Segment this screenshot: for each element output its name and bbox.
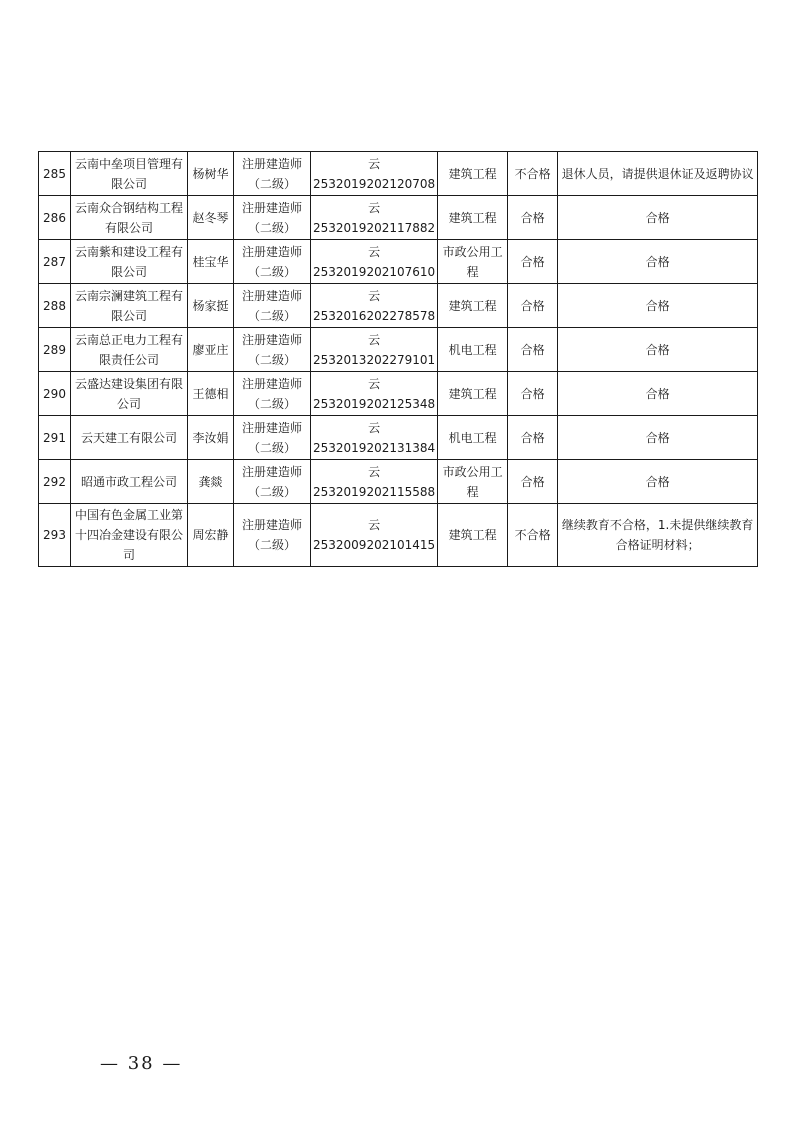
row-number: 289: [39, 328, 71, 372]
review-result: 不合格: [508, 152, 558, 196]
specialty: 机电工程: [438, 416, 508, 460]
specialty: 建筑工程: [438, 504, 508, 567]
certificate-type: 注册建造师（二级）: [234, 328, 311, 372]
review-result: 合格: [508, 372, 558, 416]
table-row: [39, 504, 758, 567]
review-result: 合格: [508, 460, 558, 504]
person-name: 廖亚庄: [188, 328, 234, 372]
company-name: 云盛达建设集团有限公司: [71, 372, 188, 416]
row-number: 292: [39, 460, 71, 504]
table-row: [39, 240, 758, 284]
company-name: 云南宗澜建筑工程有限公司: [71, 284, 188, 328]
company-name: 云天建工有限公司: [71, 416, 188, 460]
certificate-number: 云 2532019202117882: [311, 196, 438, 240]
company-name: 昭通市政工程公司: [71, 460, 188, 504]
person-name: 周宏静: [188, 504, 234, 567]
certificate-number: 云 2532013202279101: [311, 328, 438, 372]
certificate-type: 注册建造师（二级）: [234, 196, 311, 240]
remark: 退休人员，请提供退休证及返聘协议: [558, 152, 758, 196]
person-name: 赵冬琴: [188, 196, 234, 240]
person-name: 王德相: [188, 372, 234, 416]
person-name: 龚燚: [188, 460, 234, 504]
row-number: 287: [39, 240, 71, 284]
table-row: [39, 196, 758, 240]
remark: 合格: [558, 372, 758, 416]
company-name: 云南中垒项目管理有限公司: [71, 152, 188, 196]
person-name: 李汝娟: [188, 416, 234, 460]
certificate-type: 注册建造师（二级）: [234, 240, 311, 284]
certificate-number: 云 2532016202278578: [311, 284, 438, 328]
page-number: — 38 —: [100, 1053, 183, 1074]
remark: 合格: [558, 284, 758, 328]
company-name: 云南紫和建设工程有限公司: [71, 240, 188, 284]
certificate-number: 云 2532019202115588: [311, 460, 438, 504]
row-number: 285: [39, 152, 71, 196]
certificate-type: 注册建造师（二级）: [234, 460, 311, 504]
company-name: 中国有色金属工业第十四冶金建设有限公司: [71, 504, 188, 567]
specialty: 机电工程: [438, 328, 508, 372]
certificate-type: 注册建造师（二级）: [234, 284, 311, 328]
certificate-number: 云 2532009202101415: [311, 504, 438, 567]
table-row: [39, 460, 758, 504]
remark: 继续教育不合格，1.未提供继续教育合格证明材料；: [558, 504, 758, 567]
records-table: [38, 151, 758, 567]
records-table-body: [39, 152, 758, 567]
table-row: [39, 372, 758, 416]
specialty: 建筑工程: [438, 196, 508, 240]
remark: 合格: [558, 328, 758, 372]
row-number: 288: [39, 284, 71, 328]
certificate-type: 注册建造师（二级）: [234, 416, 311, 460]
review-result: 不合格: [508, 504, 558, 567]
certificate-type: 注册建造师（二级）: [234, 372, 311, 416]
remark: 合格: [558, 416, 758, 460]
table-row: [39, 284, 758, 328]
table-row: [39, 152, 758, 196]
review-result: 合格: [508, 328, 558, 372]
table-row: [39, 328, 758, 372]
certificate-type: 注册建造师（二级）: [234, 504, 311, 567]
certificate-number: 云 2532019202120708: [311, 152, 438, 196]
specialty: 市政公用工程: [438, 240, 508, 284]
remark: 合格: [558, 240, 758, 284]
specialty: 市政公用工程: [438, 460, 508, 504]
review-result: 合格: [508, 240, 558, 284]
row-number: 293: [39, 504, 71, 567]
row-number: 290: [39, 372, 71, 416]
specialty: 建筑工程: [438, 152, 508, 196]
remark: 合格: [558, 196, 758, 240]
remark: 合格: [558, 460, 758, 504]
certificate-number: 云 2532019202125348: [311, 372, 438, 416]
certificate-number: 云 2532019202107610: [311, 240, 438, 284]
person-name: 杨家挺: [188, 284, 234, 328]
table-row: [39, 416, 758, 460]
review-result: 合格: [508, 284, 558, 328]
row-number: 291: [39, 416, 71, 460]
certificate-number: 云 2532019202131384: [311, 416, 438, 460]
review-result: 合格: [508, 416, 558, 460]
review-result: 合格: [508, 196, 558, 240]
specialty: 建筑工程: [438, 284, 508, 328]
specialty: 建筑工程: [438, 372, 508, 416]
person-name: 桂宝华: [188, 240, 234, 284]
certificate-type: 注册建造师（二级）: [234, 152, 311, 196]
person-name: 杨树华: [188, 152, 234, 196]
row-number: 286: [39, 196, 71, 240]
company-name: 云南众合钢结构工程有限公司: [71, 196, 188, 240]
company-name: 云南总正电力工程有限责任公司: [71, 328, 188, 372]
